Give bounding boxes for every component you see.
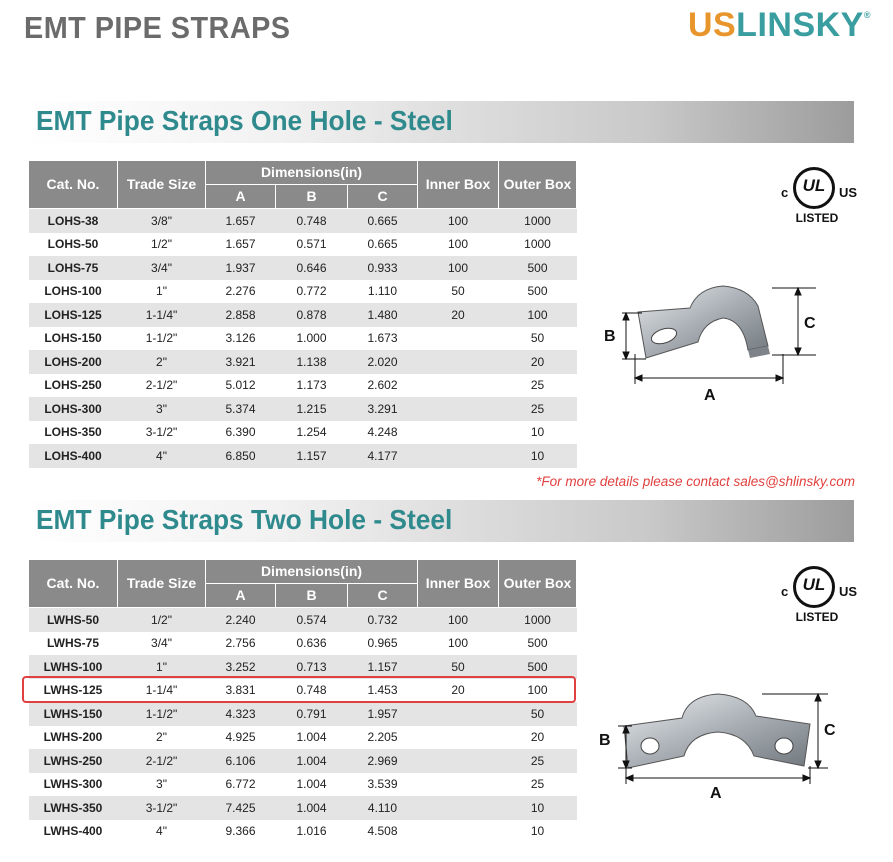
cell-dim-c: 2.205 — [367, 730, 398, 745]
logo-registered-mark: ® — [863, 10, 871, 20]
ul-listed-badge-one-hole — [777, 165, 857, 227]
two-hole-strap-diagram — [596, 688, 842, 804]
cell-dim-c: 1.673 — [367, 331, 398, 346]
cell-dim-b: 1.157 — [276, 444, 348, 468]
section-one-hole-title: EMT Pipe Straps One Hole - Steel — [36, 105, 453, 136]
cell-cat-no: LOHS-300 — [29, 397, 118, 421]
table-row — [29, 820, 577, 844]
cell-outer-box: 50 — [499, 702, 577, 726]
cell-trade-size: 1-1/2" — [145, 331, 178, 346]
cell-cat-no: LWHS-350 — [29, 796, 118, 820]
col-dim-a: A — [206, 185, 276, 209]
col-cat-no: Cat. No. — [29, 161, 118, 209]
cell-dim-a: 2.276 — [225, 284, 256, 299]
cell-cat-no: LOHS-50 — [47, 237, 99, 252]
cell-dim-b: 0.636 — [296, 636, 327, 651]
col-trade-size: Trade Size — [118, 161, 206, 209]
table-row — [29, 350, 577, 374]
table-row — [29, 209, 577, 233]
cell-dim-b: 1.254 — [296, 425, 327, 440]
cell-inner-box — [418, 444, 499, 468]
col-cat-no: Cat. No. — [29, 560, 118, 608]
table-row — [29, 608, 577, 632]
cell-inner-box — [418, 702, 499, 726]
cell-cat-no: LWHS-250 — [29, 749, 118, 773]
cell-trade-size: 1/2" — [118, 608, 206, 632]
section-two-hole-title: EMT Pipe Straps Two Hole - Steel — [36, 504, 453, 535]
cell-cat-no: LWHS-50 — [29, 608, 118, 632]
cell-inner-box — [418, 749, 499, 773]
cell-dim-a: 3.921 — [206, 350, 276, 374]
cell-dim-b: 1.016 — [296, 824, 327, 839]
cell-dim-c: 1.453 — [348, 679, 418, 703]
cell-dim-b: 1.004 — [296, 730, 327, 745]
cell-outer-box: 50 — [530, 331, 545, 346]
table-row — [29, 632, 577, 656]
cell-dim-a: 2.858 — [206, 303, 276, 327]
one-hole-spec-table — [28, 160, 577, 468]
cell-cat-no: LWHS-300 — [43, 777, 103, 792]
dim-label-c: C — [824, 722, 836, 739]
col-dimensions: Dimensions(in) — [206, 161, 418, 185]
col-inner-box: Inner Box — [418, 560, 499, 608]
cell-cat-no: LWHS-150 — [29, 702, 118, 726]
cell-inner-box — [418, 421, 499, 445]
table-row — [29, 233, 577, 257]
cell-trade-size: 3" — [156, 777, 167, 792]
cell-trade-size: 1" — [118, 655, 206, 679]
cell-trade-size: 3" — [118, 397, 206, 421]
cell-dim-a: 1.657 — [225, 237, 256, 252]
table-row — [29, 280, 577, 304]
cell-trade-size: 3-1/2" — [118, 796, 206, 820]
cell-inner-box: 50 — [451, 284, 465, 299]
cell-inner-box — [418, 350, 499, 374]
cell-dim-c: 1.480 — [348, 303, 418, 327]
cell-outer-box: 1000 — [524, 237, 551, 252]
cell-dim-c: 1.957 — [348, 702, 418, 726]
cell-outer-box: 20 — [530, 730, 545, 745]
table-row — [29, 655, 577, 679]
cell-cat-no: LWHS-100 — [29, 655, 118, 679]
col-dim-b: B — [276, 185, 348, 209]
cell-dim-a: 6.772 — [225, 777, 256, 792]
cell-outer-box: 500 — [527, 636, 548, 651]
cell-dim-a: 6.390 — [225, 425, 256, 440]
logo-us: US — [687, 6, 737, 44]
cell-cat-no: LWHS-75 — [46, 636, 99, 651]
cell-dim-a: 6.106 — [206, 749, 276, 773]
cell-dim-c: 1.157 — [348, 655, 418, 679]
col-dimensions: Dimensions(in) — [206, 560, 418, 584]
dim-label-a: A — [704, 387, 716, 402]
dim-label-a: A — [710, 785, 722, 802]
col-dim-a: A — [206, 584, 276, 608]
dim-label-c: C — [804, 315, 816, 332]
cell-dim-c: 4.177 — [348, 444, 418, 468]
cell-dim-a: 7.425 — [206, 796, 276, 820]
cell-trade-size: 2" — [156, 730, 167, 745]
col-trade-size: Trade Size — [118, 560, 206, 608]
cell-inner-box: 100 — [447, 237, 469, 252]
cell-outer-box: 100 — [499, 679, 577, 703]
cell-dim-b: 0.748 — [276, 679, 348, 703]
cell-dim-c: 4.508 — [367, 824, 398, 839]
table-row — [29, 796, 577, 820]
table-row — [29, 256, 577, 280]
contact-note: *For more details please contact sales@shlinsky.com — [536, 474, 855, 489]
cell-dim-c: 0.665 — [367, 237, 398, 252]
cell-inner-box — [418, 397, 499, 421]
table-row — [29, 421, 577, 445]
cell-dim-b: 1.000 — [296, 331, 327, 346]
cert-c-letter: c — [781, 584, 789, 599]
cell-trade-size: 3/4" — [118, 256, 206, 280]
cell-dim-c: 1.110 — [367, 284, 398, 299]
cell-dim-a: 2.756 — [225, 636, 256, 651]
cell-dim-c: 0.665 — [348, 209, 418, 233]
cell-dim-b: 1.138 — [276, 350, 348, 374]
cell-outer-box: 10 — [499, 444, 577, 468]
cell-trade-size: 1-1/4" — [118, 679, 206, 703]
table-row — [29, 397, 577, 421]
ul-mark: UL — [802, 176, 826, 195]
cell-cat-no: LOHS-250 — [44, 378, 102, 393]
table-row — [29, 773, 577, 797]
cell-dim-c: 3.291 — [348, 397, 418, 421]
cell-dim-b: 0.713 — [276, 655, 348, 679]
cell-trade-size: 3/4" — [151, 636, 172, 651]
cert-us-letter: US — [839, 185, 858, 200]
cell-cat-no: LOHS-100 — [44, 284, 102, 299]
cell-outer-box: 20 — [499, 350, 577, 374]
table-row — [29, 374, 577, 398]
cell-outer-box: 25 — [530, 777, 545, 792]
cell-dim-c: 2.602 — [367, 378, 398, 393]
logo-linsky: LINSKY — [736, 6, 864, 44]
cell-inner-box: 20 — [418, 303, 499, 327]
cell-inner-box: 100 — [447, 636, 469, 651]
cell-outer-box: 500 — [499, 256, 577, 280]
cell-cat-no: LWHS-125 — [29, 679, 118, 703]
cell-trade-size: 3/8" — [118, 209, 206, 233]
cell-cat-no: LOHS-200 — [29, 350, 118, 374]
cell-inner-box: 20 — [418, 679, 499, 703]
ul-mark: UL — [802, 575, 826, 594]
cell-dim-a: 3.831 — [206, 679, 276, 703]
section-one-hole-bar — [26, 101, 854, 143]
page-title: EMT PIPE STRAPS — [24, 10, 291, 45]
cell-dim-b: 0.772 — [296, 284, 327, 299]
one-hole-strap-diagram — [598, 280, 824, 402]
cell-trade-size: 1-1/2" — [118, 702, 206, 726]
highlighted-row-outline — [22, 676, 576, 703]
dim-label-b: B — [604, 328, 616, 345]
cell-dim-c: 4.110 — [348, 796, 418, 820]
cell-cat-no: LOHS-350 — [44, 425, 102, 440]
col-outer-box: Outer Box — [499, 161, 577, 209]
cell-dim-a: 5.012 — [225, 378, 256, 393]
col-outer-box: Outer Box — [499, 560, 577, 608]
cell-cat-no: LOHS-125 — [29, 303, 118, 327]
cell-trade-size: 4" — [118, 444, 206, 468]
table-row — [29, 702, 577, 726]
cell-trade-size: 3-1/2" — [145, 425, 178, 440]
cell-dim-b: 1.173 — [296, 378, 327, 393]
cell-dim-c: 4.248 — [367, 425, 398, 440]
col-inner-box: Inner Box — [418, 161, 499, 209]
cell-dim-a: 2.240 — [206, 608, 276, 632]
cell-dim-a: 1.657 — [206, 209, 276, 233]
two-hole-strap-icon — [624, 694, 810, 768]
cell-cat-no: LOHS-150 — [44, 331, 102, 346]
cell-inner-box: 100 — [418, 209, 499, 233]
cell-outer-box: 1000 — [499, 608, 577, 632]
cell-inner-box — [418, 820, 499, 844]
cell-cat-no: LWHS-400 — [43, 824, 103, 839]
cell-outer-box: 500 — [499, 655, 577, 679]
cell-dim-c: 0.732 — [348, 608, 418, 632]
cell-inner-box — [418, 374, 499, 398]
brand-logo — [688, 6, 871, 45]
cell-dim-b: 0.646 — [276, 256, 348, 280]
cell-outer-box: 25 — [530, 378, 545, 393]
cell-dim-a: 1.937 — [206, 256, 276, 280]
cell-dim-c: 2.020 — [348, 350, 418, 374]
cell-dim-b: 0.571 — [296, 237, 327, 252]
cell-trade-size: 1/2" — [151, 237, 172, 252]
cert-c-letter: c — [781, 185, 789, 200]
cell-dim-b: 0.791 — [276, 702, 348, 726]
table-row — [29, 303, 577, 327]
table-row — [29, 726, 577, 750]
cell-outer-box: 10 — [530, 824, 545, 839]
cell-dim-b: 0.878 — [276, 303, 348, 327]
cell-trade-size: 1-1/4" — [118, 303, 206, 327]
cell-dim-c: 0.933 — [348, 256, 418, 280]
cell-dim-c: 3.539 — [367, 777, 398, 792]
cell-trade-size: 2" — [118, 350, 206, 374]
ul-listed-label: LISTED — [795, 610, 839, 624]
col-dim-c: C — [348, 185, 418, 209]
cell-outer-box: 25 — [499, 397, 577, 421]
cell-outer-box: 10 — [499, 796, 577, 820]
cell-cat-no: LOHS-75 — [29, 256, 118, 280]
cell-cat-no: LWHS-200 — [43, 730, 103, 745]
cell-dim-b: 0.748 — [276, 209, 348, 233]
cell-dim-b: 0.574 — [276, 608, 348, 632]
cell-dim-b: 1.004 — [296, 777, 327, 792]
ul-listed-badge-two-hole — [777, 564, 857, 626]
cell-dim-a: 5.374 — [206, 397, 276, 421]
cell-dim-b: 1.004 — [276, 796, 348, 820]
one-hole-strap-icon — [638, 286, 770, 358]
col-dim-c: C — [348, 584, 418, 608]
cert-us-letter: US — [839, 584, 858, 599]
cell-dim-b: 1.004 — [276, 749, 348, 773]
table-row — [29, 327, 577, 351]
section-two-hole-bar — [26, 500, 854, 542]
cell-dim-b: 1.215 — [276, 397, 348, 421]
cell-cat-no: LOHS-38 — [29, 209, 118, 233]
cell-dim-a: 3.126 — [225, 331, 256, 346]
cell-inner-box: 100 — [418, 256, 499, 280]
cell-trade-size: 2-1/2" — [118, 749, 206, 773]
table-row — [29, 749, 577, 773]
cell-dim-c: 2.969 — [348, 749, 418, 773]
cell-cat-no: LOHS-400 — [29, 444, 118, 468]
cell-inner-box — [418, 796, 499, 820]
dim-label-b: B — [599, 732, 611, 749]
cell-dim-a: 3.252 — [206, 655, 276, 679]
cell-inner-box: 100 — [418, 608, 499, 632]
cell-trade-size: 1" — [156, 284, 167, 299]
cell-inner-box: 50 — [418, 655, 499, 679]
cell-outer-box: 1000 — [499, 209, 577, 233]
cell-trade-size: 2-1/2" — [145, 378, 178, 393]
cell-dim-a: 6.850 — [206, 444, 276, 468]
cell-inner-box — [418, 726, 499, 750]
cell-inner-box — [418, 773, 499, 797]
col-dim-b: B — [276, 584, 348, 608]
cell-dim-a: 4.925 — [225, 730, 256, 745]
cell-outer-box: 10 — [530, 425, 545, 440]
cell-outer-box: 500 — [527, 284, 548, 299]
cell-inner-box — [418, 327, 499, 351]
table-row — [29, 444, 577, 468]
cell-outer-box: 25 — [499, 749, 577, 773]
cell-outer-box: 100 — [499, 303, 577, 327]
ul-listed-label: LISTED — [795, 211, 839, 225]
cell-trade-size: 4" — [156, 824, 167, 839]
cell-dim-a: 9.366 — [225, 824, 256, 839]
cell-dim-c: 0.965 — [367, 636, 398, 651]
cell-dim-a: 4.323 — [206, 702, 276, 726]
